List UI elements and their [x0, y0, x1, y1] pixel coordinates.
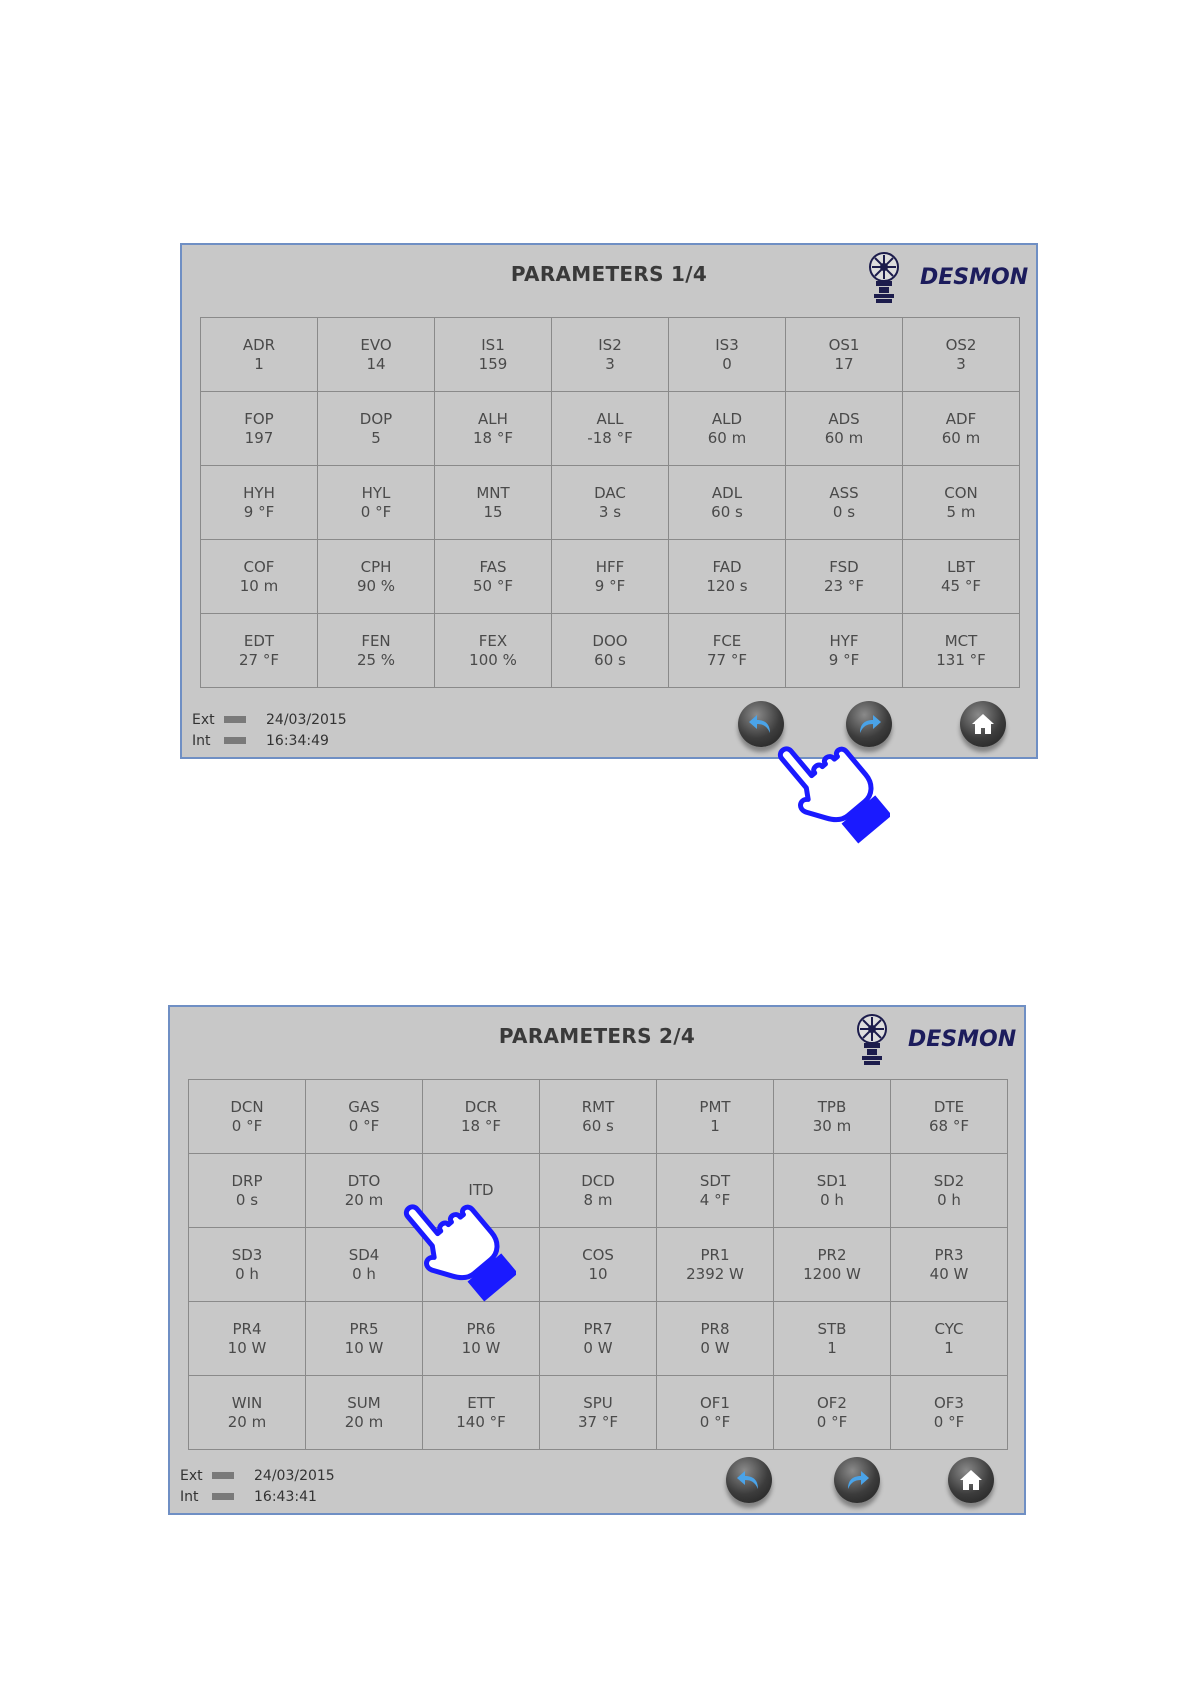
- parameter-value: 0 °F: [699, 1412, 731, 1431]
- parameter-value: 50 °F: [473, 576, 513, 595]
- parameter-code: IS2: [598, 335, 622, 354]
- parameter-value: 3: [956, 354, 966, 373]
- time-text: 16:34:49: [266, 732, 329, 749]
- parameter-code: COS: [582, 1245, 614, 1264]
- parameter-code: EVO: [360, 335, 392, 354]
- parameter-cell-sd3[interactable]: [189, 1228, 306, 1302]
- parameter-code: HYH: [243, 483, 275, 502]
- time-text: 16:43:41: [254, 1488, 317, 1505]
- parameter-cell-alh[interactable]: [435, 392, 552, 466]
- parameter-value: 20 m: [344, 1412, 384, 1431]
- parameter-value: 0 s: [832, 502, 856, 521]
- parameter-code: OS2: [945, 335, 977, 354]
- parameter-code: ADR: [242, 335, 276, 354]
- parameter-cell-of2[interactable]: [774, 1376, 891, 1450]
- parameter-code: OF1: [700, 1393, 730, 1412]
- parameter-value: 60 s: [594, 650, 626, 669]
- parameter-value: 90 %: [356, 576, 396, 595]
- parameter-cell-con[interactable]: [903, 466, 1020, 540]
- parameter-value: 9 °F: [828, 650, 860, 669]
- parameter-code: RMT: [581, 1097, 615, 1116]
- back-arrow-icon: [734, 1465, 764, 1495]
- int-label: Int: [192, 732, 211, 749]
- parameter-code: HFF: [595, 557, 625, 576]
- parameter-value: 14: [366, 354, 386, 373]
- parameter-value: 20 m: [344, 1190, 384, 1209]
- parameter-code: IS1: [481, 335, 505, 354]
- parameter-value: 0 W: [700, 1338, 730, 1357]
- parameter-value: 1200 W: [803, 1264, 861, 1283]
- forward-button[interactable]: [834, 1457, 880, 1503]
- parameter-code: ADS: [828, 409, 860, 428]
- svg-text:DESMON: DESMON: [908, 1027, 1017, 1052]
- page-title: PARAMETERS 2/4: [498, 1024, 696, 1048]
- parameter-cell-pr2[interactable]: [774, 1228, 891, 1302]
- parameter-value: 25 %: [356, 650, 396, 669]
- parameter-code: DOP: [359, 409, 393, 428]
- parameter-value: 0 h: [937, 1190, 961, 1209]
- parameter-code: PR5: [349, 1319, 379, 1338]
- parameter-value: 3: [605, 354, 615, 373]
- parameter-code: DCN: [230, 1097, 264, 1116]
- parameter-cell-dac[interactable]: [552, 466, 669, 540]
- parameter-value: 10: [588, 1264, 608, 1283]
- home-button[interactable]: [960, 701, 1006, 747]
- parameter-code: PR3: [934, 1245, 964, 1264]
- parameter-cell-cof[interactable]: [201, 540, 318, 614]
- parameter-code: CPH: [360, 557, 392, 576]
- parameter-value: 20 m: [227, 1412, 267, 1431]
- parameter-cell-pr7[interactable]: [540, 1302, 657, 1376]
- parameter-code: FEX: [478, 631, 508, 650]
- parameter-cell-adr[interactable]: [201, 318, 318, 392]
- parameter-cell-ads[interactable]: [786, 392, 903, 466]
- parameter-code: MCT: [944, 631, 978, 650]
- desmon-logo: [862, 247, 1032, 307]
- parameter-cell-pr4[interactable]: [189, 1302, 306, 1376]
- parameter-code: MNT: [476, 483, 510, 502]
- parameter-cell-os2[interactable]: [903, 318, 1020, 392]
- parameter-value: 0 h: [820, 1190, 844, 1209]
- parameter-value: 68 °F: [929, 1116, 969, 1135]
- parameter-code: HYF: [829, 631, 859, 650]
- parameter-code: DTE: [933, 1097, 965, 1116]
- parameter-cell-cph[interactable]: [318, 540, 435, 614]
- parameter-value: 0: [722, 354, 732, 373]
- parameter-code: FOP: [244, 409, 274, 428]
- parameter-value: 17: [834, 354, 854, 373]
- parameter-cell-pr5[interactable]: [306, 1302, 423, 1376]
- home-button[interactable]: [948, 1457, 994, 1503]
- parameter-code: ASS: [829, 483, 859, 502]
- parameter-code: DAC: [594, 483, 626, 502]
- parameter-code: COF: [243, 557, 275, 576]
- parameter-cell-hyf[interactable]: [786, 614, 903, 688]
- parameter-value: 0 °F: [933, 1412, 965, 1431]
- page-title: PARAMETERS 1/4: [510, 262, 708, 286]
- parameter-cell-adf[interactable]: [903, 392, 1020, 466]
- parameter-cell-dcd[interactable]: [540, 1154, 657, 1228]
- parameter-value: 77 °F: [707, 650, 747, 669]
- parameter-code: HYL: [361, 483, 391, 502]
- parameter-cell-pr3[interactable]: [891, 1228, 1008, 1302]
- parameter-value: 60 m: [707, 428, 747, 447]
- parameter-value: 0 W: [583, 1338, 613, 1357]
- int-indicator: [212, 1493, 234, 1500]
- parameter-cell-ass[interactable]: [786, 466, 903, 540]
- int-label: Int: [180, 1488, 199, 1505]
- parameter-value: 10 W: [227, 1338, 267, 1357]
- parameter-cell-win[interactable]: [189, 1376, 306, 1450]
- parameter-code: SD3: [231, 1245, 263, 1264]
- parameter-value: 60 s: [582, 1116, 614, 1135]
- parameter-value: 4 °F: [699, 1190, 731, 1209]
- parameter-code: STB: [817, 1319, 847, 1338]
- parameter-value: 159: [478, 354, 508, 373]
- parameter-value: 9 °F: [243, 502, 275, 521]
- parameter-cell-cos[interactable]: [540, 1228, 657, 1302]
- parameter-cell-pr6[interactable]: [423, 1302, 540, 1376]
- parameter-value: 197: [244, 428, 274, 447]
- parameter-value: -18 °F: [587, 428, 633, 447]
- parameter-code: ALD: [711, 409, 743, 428]
- parameter-cell-stb[interactable]: [774, 1302, 891, 1376]
- parameter-code: LBT: [947, 557, 975, 576]
- parameter-code: ADF: [945, 409, 977, 428]
- parameter-code: PR6: [466, 1319, 496, 1338]
- parameter-code: PR8: [700, 1319, 730, 1338]
- parameters-grid: [200, 317, 1020, 688]
- parameter-cell-fas[interactable]: [435, 540, 552, 614]
- parameter-code: DRP: [231, 1171, 263, 1190]
- parameter-cell-fsd[interactable]: [786, 540, 903, 614]
- parameter-value: 120 s: [706, 576, 748, 595]
- parameter-value: 0 h: [235, 1264, 259, 1283]
- parameter-code: IS3: [715, 335, 739, 354]
- parameter-value: 100 %: [469, 650, 517, 669]
- parameter-cell-dcn[interactable]: [189, 1080, 306, 1154]
- parameter-cell-of3[interactable]: [891, 1376, 1008, 1450]
- parameter-value: 9 °F: [594, 576, 626, 595]
- parameter-value: 10 W: [461, 1338, 501, 1357]
- parameter-value: 23 °F: [824, 576, 864, 595]
- parameter-cell-ett[interactable]: [423, 1376, 540, 1450]
- parameter-code: TPB: [817, 1097, 847, 1116]
- parameter-value: 3 s: [598, 502, 622, 521]
- parameter-code: OF2: [817, 1393, 847, 1412]
- parameter-value: 18 °F: [461, 1116, 501, 1135]
- int-indicator: [224, 737, 246, 744]
- parameter-cell-tpb[interactable]: [774, 1080, 891, 1154]
- parameter-value: 45 °F: [941, 576, 981, 595]
- parameter-code: SD1: [816, 1171, 848, 1190]
- parameter-code: OS1: [828, 335, 860, 354]
- parameter-cell-hff[interactable]: [552, 540, 669, 614]
- parameter-cell-rmt[interactable]: [540, 1080, 657, 1154]
- parameter-cell-hyh[interactable]: [201, 466, 318, 540]
- parameter-cell-fex[interactable]: [435, 614, 552, 688]
- parameter-cell-fad[interactable]: [669, 540, 786, 614]
- parameter-code: FSD: [829, 557, 859, 576]
- ext-indicator: [212, 1472, 234, 1479]
- parameter-value: 131 °F: [936, 650, 986, 669]
- parameter-value: 40 W: [929, 1264, 969, 1283]
- parameter-value: 60 m: [824, 428, 864, 447]
- parameters-panel-1: [180, 243, 1038, 759]
- parameter-code: SDT: [699, 1171, 731, 1190]
- parameter-value: 0 s: [235, 1190, 259, 1209]
- parameter-code: SD4: [348, 1245, 380, 1264]
- parameter-cell-sdt[interactable]: [657, 1154, 774, 1228]
- parameter-cell-dte[interactable]: [891, 1080, 1008, 1154]
- parameter-value: 8 m: [583, 1190, 613, 1209]
- home-icon: [956, 1465, 986, 1495]
- parameters-grid: [188, 1079, 1008, 1450]
- parameter-code: SD2: [933, 1171, 965, 1190]
- parameter-cell-fop[interactable]: [201, 392, 318, 466]
- parameter-code: EDT: [243, 631, 275, 650]
- parameter-cell-pmt[interactable]: [657, 1080, 774, 1154]
- parameter-value: 37 °F: [578, 1412, 618, 1431]
- parameter-value: 10 m: [239, 576, 279, 595]
- parameter-cell-gas[interactable]: [306, 1080, 423, 1154]
- parameters-panel-2: [168, 1005, 1026, 1515]
- parameter-code: CYC: [934, 1319, 964, 1338]
- parameter-code: ALH: [478, 409, 508, 428]
- parameter-code: PR2: [817, 1245, 847, 1264]
- parameter-value: 1: [827, 1338, 837, 1357]
- parameter-cell-drp[interactable]: [189, 1154, 306, 1228]
- parameter-code: SPU: [583, 1393, 613, 1412]
- parameter-cell-ald[interactable]: [669, 392, 786, 466]
- parameter-cell-fce[interactable]: [669, 614, 786, 688]
- parameter-cell-mct[interactable]: [903, 614, 1020, 688]
- parameter-code: PMT: [699, 1097, 731, 1116]
- parameter-cell-is2[interactable]: [552, 318, 669, 392]
- parameter-code: FAS: [479, 557, 507, 576]
- pointing-hand-icon: [770, 720, 890, 850]
- parameter-code: PR7: [583, 1319, 613, 1338]
- parameter-code: DTO: [347, 1171, 381, 1190]
- parameter-code: ETT: [467, 1393, 495, 1412]
- parameter-cell-dop[interactable]: [318, 392, 435, 466]
- back-button[interactable]: [726, 1457, 772, 1503]
- parameter-value: 27 °F: [239, 650, 279, 669]
- parameter-cell-of1[interactable]: [657, 1376, 774, 1450]
- parameter-value: 60 s: [711, 502, 743, 521]
- parameter-code: DOO: [592, 631, 628, 650]
- parameter-code: DCD: [581, 1171, 615, 1190]
- parameter-value: 0 °F: [348, 1116, 380, 1135]
- parameter-cell-all[interactable]: [552, 392, 669, 466]
- parameter-code: CON: [944, 483, 978, 502]
- parameter-cell-pr8[interactable]: [657, 1302, 774, 1376]
- parameter-cell-pr1[interactable]: [657, 1228, 774, 1302]
- parameter-value: 1: [254, 354, 264, 373]
- parameter-code: FAD: [712, 557, 742, 576]
- parameter-cell-doo[interactable]: [552, 614, 669, 688]
- parameter-code: FEN: [361, 631, 391, 650]
- parameter-value: 1: [944, 1338, 954, 1357]
- parameter-code: SUM: [347, 1393, 381, 1412]
- date-text: 24/03/2015: [266, 711, 347, 728]
- parameter-value: 30 m: [812, 1116, 852, 1135]
- parameter-code: DCR: [464, 1097, 498, 1116]
- parameter-cell-cyc[interactable]: [891, 1302, 1008, 1376]
- parameter-value: 2392 W: [686, 1264, 744, 1283]
- parameter-cell-os1[interactable]: [786, 318, 903, 392]
- parameter-code: ALL: [596, 409, 624, 428]
- parameter-cell-sd2[interactable]: [891, 1154, 1008, 1228]
- ext-label: Ext: [192, 711, 215, 728]
- parameter-value: 0 h: [352, 1264, 376, 1283]
- parameter-cell-is1[interactable]: [435, 318, 552, 392]
- parameter-cell-is3[interactable]: [669, 318, 786, 392]
- parameter-code: OF3: [934, 1393, 964, 1412]
- parameter-cell-sd1[interactable]: [774, 1154, 891, 1228]
- parameter-code: ADL: [711, 483, 743, 502]
- status-area: [192, 709, 347, 751]
- parameter-cell-mnt[interactable]: [435, 466, 552, 540]
- parameter-cell-dcr[interactable]: [423, 1080, 540, 1154]
- parameter-cell-sum[interactable]: [306, 1376, 423, 1450]
- desmon-logo: [850, 1009, 1020, 1069]
- parameter-value: 60 m: [941, 428, 981, 447]
- parameter-code: GAS: [348, 1097, 380, 1116]
- parameter-code: PR4: [232, 1319, 262, 1338]
- parameter-value: 0 °F: [816, 1412, 848, 1431]
- ext-indicator: [224, 716, 246, 723]
- svg-text:DESMON: DESMON: [920, 265, 1029, 290]
- parameter-cell-fen[interactable]: [318, 614, 435, 688]
- parameter-cell-edt[interactable]: [201, 614, 318, 688]
- parameter-value: 0 °F: [231, 1116, 263, 1135]
- parameter-value: 10 W: [344, 1338, 384, 1357]
- parameter-value: 0 °F: [360, 502, 392, 521]
- parameter-value: 5: [371, 428, 381, 447]
- parameter-code: ITD: [468, 1181, 494, 1199]
- parameter-code: PR1: [700, 1245, 730, 1264]
- parameter-value: 1: [710, 1116, 720, 1135]
- parameter-code: FCE: [712, 631, 742, 650]
- forward-arrow-icon: [842, 1465, 872, 1495]
- parameter-value: 5 m: [946, 502, 976, 521]
- parameter-cell-adl[interactable]: [669, 466, 786, 540]
- parameter-value: 140 °F: [456, 1412, 506, 1431]
- parameter-value: 18 °F: [473, 428, 513, 447]
- date-text: 24/03/2015: [254, 1467, 335, 1484]
- parameter-code: WIN: [231, 1393, 263, 1412]
- pointing-hand-icon: [396, 1178, 516, 1308]
- status-area: [180, 1465, 335, 1507]
- parameter-value: 15: [483, 502, 503, 521]
- ext-label: Ext: [180, 1467, 203, 1484]
- parameter-cell-evo[interactable]: [318, 318, 435, 392]
- home-icon: [968, 709, 998, 739]
- parameter-cell-spu[interactable]: [540, 1376, 657, 1450]
- parameter-cell-hyl[interactable]: [318, 466, 435, 540]
- parameter-cell-lbt[interactable]: [903, 540, 1020, 614]
